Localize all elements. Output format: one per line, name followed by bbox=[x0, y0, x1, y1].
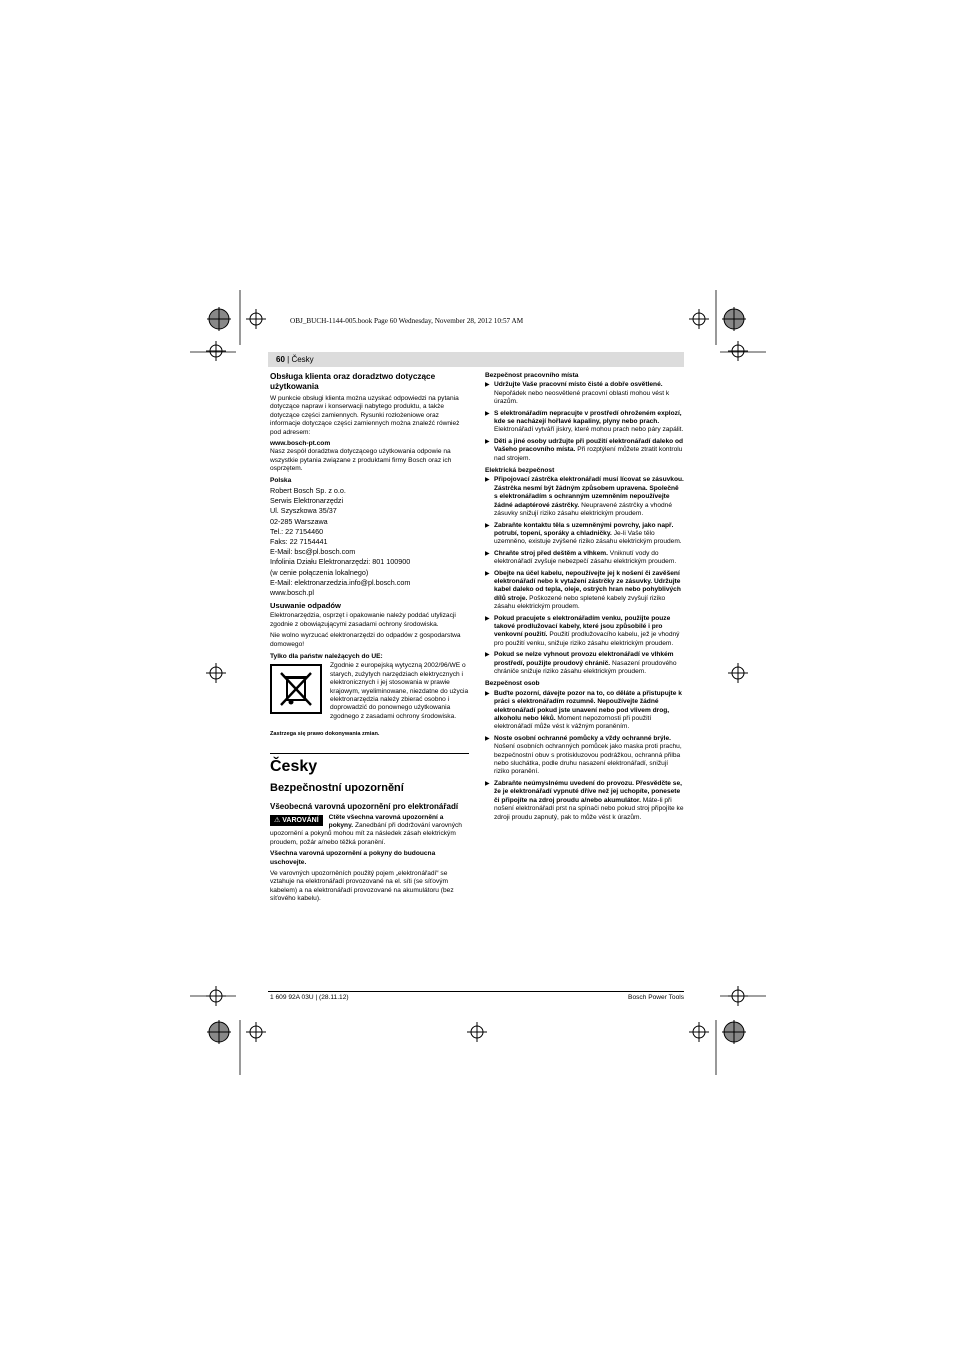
triangle-right-icon: ▶ bbox=[485, 690, 490, 697]
disposal-text: Elektronarzędzia, osprzęt i opakowanie należy poddać utylizacji zgodnie z obowiązującymi zasadami ochrony środowiska. bbox=[270, 612, 456, 628]
address-line: www.bosch.pl bbox=[270, 588, 314, 598]
registration-mark-icon bbox=[728, 663, 748, 683]
section-divider bbox=[270, 753, 469, 754]
item-text: Moment nepozornosti při použití elektronářadí může vést k vážným poraněním. bbox=[494, 715, 652, 731]
weee-text: Zgodnie z europejską wytyczną 2002/96/WE o starych, zużytych narzędziach elektrycznych i elektronicznych i jej stosowania w prawie krajowym, wyeliminowane, niezdatne do użycia elektronarzędzia należy zbierać osobno i doprowadzić do ponownego użytkowania zgodnego z zasadami ochrony środowiska. bbox=[330, 662, 469, 720]
item-text: Nepořádek nebo neosvětlené pracovní oblasti mohou vést k úrazům. bbox=[494, 389, 670, 406]
personal-heading: Bezpečnost osob bbox=[485, 680, 540, 688]
address-line: Tel.: 22 7154460 bbox=[270, 526, 324, 536]
crossed-bin-icon bbox=[270, 664, 322, 714]
eu-only-label: Tylko dla państw należących do UE: bbox=[270, 652, 383, 660]
item-text: Nasazení proudového chrániče snižuje riziko zásahu elektrickým proudem. bbox=[494, 659, 677, 675]
list-item bbox=[485, 381, 684, 406]
item-text: Elektronářadí vytváří jiskry, které mohou prach nebo páry zapálit. bbox=[494, 426, 684, 434]
list-item bbox=[485, 690, 684, 732]
registration-mark-icon bbox=[689, 309, 709, 329]
general-warnings-heading: Všeobecná varovná upozornění pro elektronářadí bbox=[270, 801, 459, 811]
footer-divider bbox=[268, 991, 684, 992]
service-heading: Obsługa klienta oraz doradztwo dotyczące użytkowania bbox=[270, 372, 436, 391]
language-title: Česky bbox=[270, 757, 318, 775]
list-item bbox=[485, 410, 684, 435]
address-line: Serwis Elektronarzędzi bbox=[270, 496, 344, 506]
triangle-right-icon: ▶ bbox=[485, 438, 490, 445]
item-bold: Děti a jiné osoby udržujte při použití elektronářadí daleko od Vašeho pracovního místa. bbox=[494, 437, 684, 454]
warning-label: VAROVÁNÍ bbox=[282, 816, 319, 824]
item-text: Nošení osobních ochranných pomůcek jako maska proti prachu, bezpečnostní obuv s protiskluzovou podrážkou, ochranná přilba nebo sluchátka, podle druhu nasazení elektronářadí, snižují riziko poranění. bbox=[494, 743, 682, 776]
item-text: Je-li Vaše tělo uzemněno, existuje zvýšené riziko zásahu elektrickým proudem. bbox=[494, 529, 682, 546]
list-item bbox=[485, 651, 684, 676]
item-bold: Zabraňte kontaktu těla s uzemněnými povrchy, jako např. potrubí, topení, sporáky a chladničky. bbox=[494, 521, 674, 537]
triangle-right-icon: ▶ bbox=[485, 382, 490, 389]
warning-triangle-icon: ⚠ bbox=[274, 816, 281, 824]
safety-heading: Bezpečnostní upozornění bbox=[270, 781, 404, 794]
header-bar bbox=[268, 352, 684, 367]
address-line: E-Mail: elektronarzedzia.info@pl.bosch.com bbox=[270, 577, 411, 587]
footer-brand: Bosch Power Tools bbox=[628, 994, 684, 1001]
list-item bbox=[485, 615, 684, 649]
registration-mark-icon bbox=[246, 1022, 266, 1042]
item-bold: Pokud se nelze vyhnout provozu elektronářadí ve vlhkém prostředí, použijte proudový chránič. bbox=[494, 651, 674, 667]
registration-mark-icon bbox=[246, 309, 266, 329]
item-text: Neupravené zástrčky a vhodné zásuvky snižují riziko zásahu elektrickým proudem. bbox=[494, 501, 673, 518]
item-bold: Noste osobní ochranné pomůcky a vždy ochranné brýle. bbox=[494, 734, 671, 742]
warning-text: Zanedbání při dodržování varovných upozornění a pokynů mohou mít za následek zásah elektrickým proudem, požár a/nebo těžká poranění. bbox=[270, 821, 462, 846]
warning-badge bbox=[270, 815, 323, 826]
item-bold: Buďte pozorní, dávejte pozor na to, co děláte a přistupujte k práci s elektronářadím rozumně. Nepoužívejte žádné elektronářadí pokud jste unavení nebo pod vlivem drog, alkoholu nebo léků. bbox=[494, 689, 682, 723]
item-text: Při rozptýlení můžete ztratit kontrolu nad strojem. bbox=[494, 446, 683, 462]
address-line: Ul. Szyszkowa 35/37 bbox=[270, 506, 337, 516]
term-definition: Ve varovných upozorněních použitý pojem „elektronářadí“ se vztahuje na elektronářadí provozované na el. síti (se síťovým kabelem) a na elektronářadí provozované na akumulátoru (bez síťového kabelu). bbox=[270, 870, 454, 903]
registration-mark-icon bbox=[722, 307, 746, 331]
triangle-right-icon: ▶ bbox=[485, 410, 490, 417]
list-item bbox=[485, 438, 684, 463]
item-bold: Udržujte Vaše pracovní místo čisté a dobře osvětlené. bbox=[494, 381, 663, 389]
item-bold: Chraňte stroj před deštěm a vlhkem. bbox=[494, 549, 608, 557]
book-info-line: OBJ_BUCH-1144-005.book Page 60 Wednesday, November 28, 2012 10:57 AM bbox=[290, 317, 524, 325]
item-text: Poškozené nebo spletené kabely zvyšují riziko zásahu elektrickým proudem. bbox=[494, 594, 666, 611]
country-heading: Polska bbox=[270, 476, 292, 484]
address-block bbox=[270, 486, 469, 598]
item-text: Použití prodlužovacího kabelu, jež je vhodný pro použití venku, snižuje riziko zásahu elektrickým proudem. bbox=[494, 631, 680, 647]
left-column bbox=[270, 372, 469, 907]
footer-code: 1 609 92A 03U | (28.11.12) bbox=[270, 994, 349, 1001]
registration-mark-icon bbox=[207, 1020, 231, 1044]
weee-block bbox=[270, 662, 469, 724]
item-text: Máte-li při nošení elektronářadí prst na spínači nebo pokud stroj připojíte ke zdroji proudu zapnutý, pak to může vést k úrazům. bbox=[494, 796, 684, 821]
item-bold: Připojovací zástrčka elektronářadí musí lícovat se zásuvkou. Zástrčka nesmí být žádným způsobem upravena. Společně s elektronářadím s ochranným uzemněním nepoužívejte žádné adaptérové zástrčky. bbox=[494, 476, 684, 509]
registration-mark-icon bbox=[206, 986, 226, 1006]
disposal-heading: Usuwanie odpadów bbox=[270, 601, 341, 611]
list-item bbox=[485, 522, 684, 547]
triangle-right-icon: ▶ bbox=[485, 615, 490, 622]
list-item bbox=[485, 570, 684, 612]
header-sep: | bbox=[284, 355, 292, 364]
page-header bbox=[276, 355, 314, 364]
registration-mark-icon bbox=[722, 1020, 746, 1044]
service-url: www.bosch-pt.com bbox=[270, 440, 331, 448]
header-language: Česky bbox=[291, 355, 314, 364]
registration-mark-icon bbox=[467, 1022, 487, 1042]
warning-bold: Čtěte všechna varovná upozornění a pokyny. bbox=[328, 813, 444, 829]
warning-block bbox=[270, 814, 469, 851]
address-line: E-Mail: bsc@pl.bosch.com bbox=[270, 547, 356, 557]
list-item bbox=[485, 550, 684, 567]
page-number: 60 bbox=[276, 355, 285, 364]
triangle-right-icon: ▶ bbox=[485, 652, 490, 659]
triangle-right-icon: ▶ bbox=[485, 522, 490, 529]
address-line: Robert Bosch Sp. z o.o. bbox=[270, 486, 346, 496]
triangle-right-icon: ▶ bbox=[485, 780, 490, 787]
item-bold: S elektronářadím nepracujte v prostředí ohroženém explozí, kde se nacházejí hořlavé kapaliny, plyny nebo prach. bbox=[494, 409, 682, 426]
changes-reserved: Zastrzega się prawo dokonywania zmian. bbox=[270, 731, 380, 738]
item-bold: Obejte na účel kabelu, nepoužívejte jej k nošení či zavěšení elektronářadí nebo k vytažení zástrčky ze zásuvky. Udržujte kabel daleko od tepla, oleje, ostrých hran nebo pohyblivých dílů stroje. bbox=[494, 569, 681, 602]
service-text: W punkcie obsługi klienta można uzyskać odpowiedzi na pytania dotyczące napraw i konserwacji nabytego produktu, a także dotyczące części zamiennych. Rysunki rozłożeniowe oraz informacje dotyczące części zamiennych można znaleźć również pod adresem: bbox=[270, 395, 460, 436]
registration-mark-icon bbox=[689, 1022, 709, 1042]
registration-mark-icon bbox=[207, 307, 231, 331]
item-bold: Zabraňte neúmyslnému uvedení do provozu. Přesvědčte se, že je elektronářadí vypnuté dříve než jej uchopíte, ponesete či připojíte na zdroj proudu a/nebo akumulátor. bbox=[494, 779, 682, 804]
list-item bbox=[485, 735, 684, 777]
triangle-right-icon: ▶ bbox=[485, 477, 490, 484]
registration-mark-icon bbox=[728, 986, 748, 1006]
address-line: (w cenie połączenia lokalnego) bbox=[270, 567, 369, 577]
list-item bbox=[485, 476, 684, 518]
registration-mark-icon bbox=[728, 341, 748, 361]
registration-mark-icon bbox=[206, 663, 226, 683]
address-line: Faks: 22 7154441 bbox=[270, 537, 328, 547]
keep-instructions: Všechna varovná upozornění a pokyny do budoucna uschovejte. bbox=[270, 850, 436, 866]
electrical-heading: Elektrická bezpečnost bbox=[485, 467, 555, 475]
item-text: Vniknutí vody do elektronářadí zvyšuje nebezpečí zásahu elektrickým proudem. bbox=[494, 549, 677, 566]
triangle-right-icon: ▶ bbox=[485, 550, 490, 557]
registration-mark-icon bbox=[206, 341, 226, 361]
service-text-2: Nasz zespół doradztwa dotyczącego użytkowania odpowie na wszystkie pytania związane z produktami firmy Bosch oraz ich osprzętem. bbox=[270, 448, 452, 473]
workplace-heading: Bezpečnost pracovního místa bbox=[485, 372, 579, 379]
list-item bbox=[485, 780, 684, 822]
triangle-right-icon: ▶ bbox=[485, 570, 490, 577]
right-column bbox=[485, 372, 684, 825]
disposal-text-2: Nie wolno wyrzucać elektronarzędzi do odpadów z gospodarstwa domowego! bbox=[270, 632, 461, 648]
triangle-right-icon: ▶ bbox=[485, 735, 490, 742]
item-bold: Pokud pracujete s elektronářadím venku, použijte pouze takové prodlužovací kabely, které jsou způsobilé i pro venkovní použití. bbox=[494, 614, 671, 639]
address-line: Infolinia Działu Elektronarzędzi: 801 100900 bbox=[270, 557, 411, 567]
address-line: 02-285 Warszawa bbox=[270, 516, 328, 526]
